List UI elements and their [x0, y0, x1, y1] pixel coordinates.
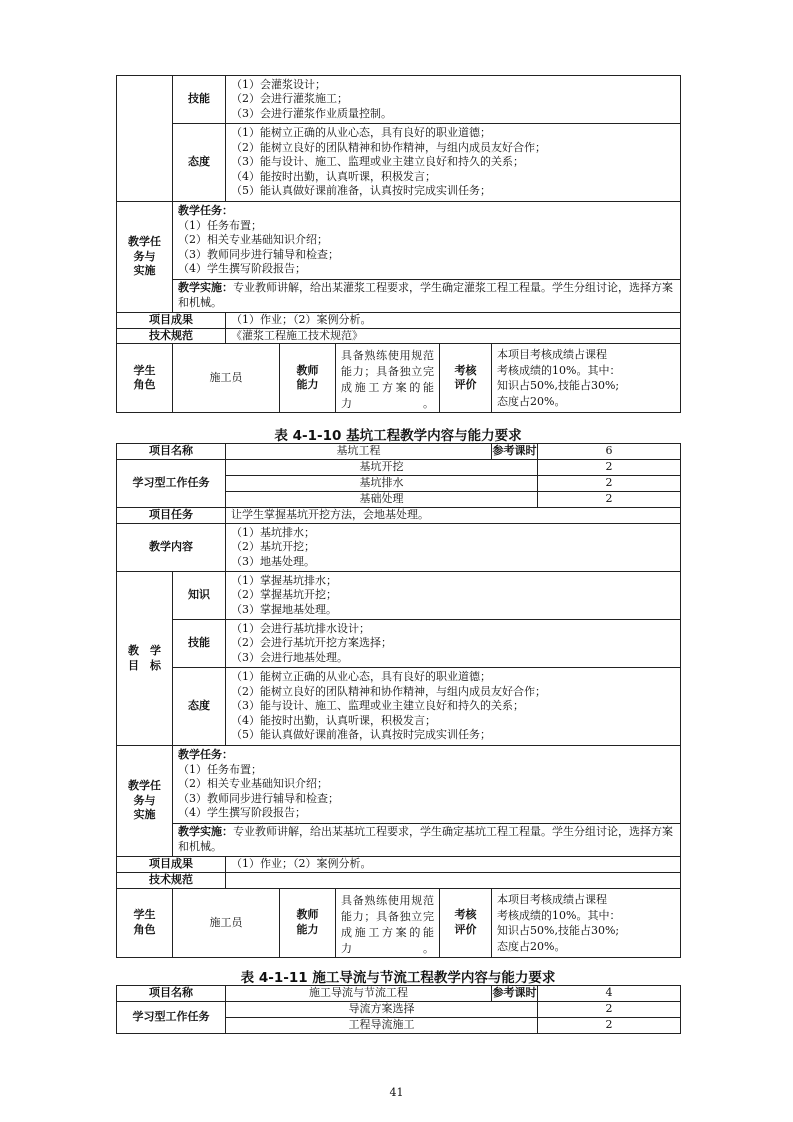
label-line: 学生 — [133, 363, 156, 377]
work-task-name: 工程导流施工 — [226, 1018, 538, 1034]
task-mode-label — [117, 746, 173, 857]
work-task-name: 基础处理 — [226, 492, 538, 508]
table-foundation-pit — [116, 443, 681, 958]
attitude-label: 态度 — [173, 124, 226, 202]
list-item: （1）基坑排水； — [231, 525, 315, 539]
work-task-hours: 2 — [538, 476, 681, 492]
spec-label: 技术规范 — [117, 328, 226, 344]
label-line: 角色 — [133, 378, 156, 392]
label-line: 教师 — [296, 908, 319, 922]
implementation-title: 教学实施： — [178, 825, 233, 839]
list-item: （2）能树立良好的团队精神和协作精神，与组内成员友好合作； — [231, 684, 546, 698]
list-item: 考核成绩的10%。其中： — [497, 363, 621, 377]
result-label: 项目成果 — [117, 313, 226, 329]
label-line: 评价 — [454, 378, 477, 392]
spec-value — [226, 873, 681, 889]
work-task-hours: 2 — [538, 492, 681, 508]
list-item: （4）学生撰写阶段报告； — [178, 262, 306, 276]
list-item: （3）能与设计、施工、监理或业主建立良好和持久的关系； — [231, 155, 524, 169]
hours-label: 参考课时 — [492, 444, 538, 460]
list-item: （1）会进行基坑排水设计； — [231, 621, 370, 635]
label-line: 考核 — [454, 908, 477, 922]
list-item: 本项目考核成绩占课程 — [497, 893, 607, 906]
list-item: （3）会进行灌浆作业质量控制。 — [231, 106, 392, 120]
list-item: （3）教师同步进行辅导和检查； — [178, 247, 339, 261]
list-item: （2）会进行基坑开挖方案选择； — [231, 636, 392, 650]
implementation-text: 专业教师讲解，给出某灌浆工程要求，学生确定灌浆工程工程量。学生分组讨论，选择方案和机械。 — [178, 281, 673, 309]
label-line: 务与 — [133, 249, 156, 263]
teaching-task-title: 教学任务： — [178, 204, 233, 218]
result-value: （1）作业；（2）案例分析。 — [226, 857, 681, 873]
list-item: 态度占20%。 — [497, 939, 566, 953]
assess-value — [492, 889, 681, 958]
label-line: 目 标 — [128, 658, 161, 672]
spec-label: 技术规范 — [117, 873, 226, 889]
label-line: 学生 — [133, 908, 156, 922]
list-item: 知识占50%,技能占30%; — [497, 924, 620, 937]
content-label: 教学内容 — [117, 524, 226, 572]
list-item: 本项目考核成绩占课程 — [497, 348, 607, 362]
assess-value — [492, 344, 681, 413]
list-item: （1）掌握基坑排水； — [231, 573, 337, 587]
attitude-label: 态度 — [173, 668, 226, 746]
table-grouting-continued — [116, 75, 681, 413]
project-name-label: 项目名称 — [117, 444, 226, 460]
teaching-task-title: 教学任务： — [178, 748, 233, 762]
student-role-value: 施工员 — [173, 344, 280, 413]
skill-label: 技能 — [173, 76, 226, 124]
page-number: 41 — [389, 1086, 404, 1099]
skill-list — [226, 76, 681, 124]
work-task-label: 学习型工作任务 — [117, 1002, 226, 1034]
teaching-task-cell — [173, 746, 681, 824]
hours-label: 参考课时 — [492, 986, 538, 1002]
label-line: 教师 — [296, 363, 319, 377]
list-item: （5）能认真做好课前准备，认真按时完成实训任务； — [231, 184, 491, 198]
project-name-value: 基坑工程 — [226, 444, 492, 460]
list-item: （2）相关专业基础知识介绍； — [178, 233, 328, 247]
knowledge-label: 知识 — [173, 572, 226, 620]
work-task-name: 基坑开挖 — [226, 460, 538, 476]
label-line: 务与 — [133, 793, 156, 807]
list-item: 态度占20%。 — [497, 394, 566, 408]
list-item: （1）任务布置； — [178, 218, 262, 232]
content-list — [226, 524, 681, 572]
label-line: 能力 — [296, 378, 319, 392]
teacher-ability-label — [280, 344, 336, 413]
work-task-name: 导流方案选择 — [226, 1002, 538, 1018]
list-item: （2）基坑开挖； — [231, 540, 315, 554]
list-item: （4）能按时出勤，认真听课，积极发言； — [231, 169, 436, 183]
teacher-ability-label — [280, 889, 336, 958]
hours-value: 6 — [538, 444, 681, 460]
table-caption-4-1-11: 表 4-1-11 施工导流与节流工程教学内容与能力要求 — [240, 970, 556, 986]
spec-value: 《灌浆工程施工技术规范》 — [226, 328, 681, 344]
assess-label — [440, 889, 492, 958]
implementation-text: 专业教师讲解，给出某基坑工程要求，学生确定基坑工程工程量。学生分组讨论，选择方案和机械。 — [178, 825, 673, 853]
list-item: （3）教师同步进行辅导和检查； — [178, 791, 339, 805]
work-task-label: 学习型工作任务 — [117, 460, 226, 508]
label-line: 教学任 — [128, 235, 161, 249]
work-task-hours: 2 — [538, 460, 681, 476]
label-line: 能力 — [296, 923, 319, 936]
list-item: （2）相关专业基础知识介绍； — [178, 777, 328, 791]
label-line: 教 学 — [128, 643, 161, 657]
implementation-title: 教学实施： — [178, 281, 233, 295]
student-role-value: 施工员 — [173, 889, 280, 958]
label-line: 评价 — [454, 923, 477, 936]
list-item: 知识占50%,技能占30%; — [497, 379, 620, 393]
teaching-implementation-cell — [173, 824, 681, 857]
list-item: （1）会灌浆设计； — [231, 77, 326, 91]
label-line: 角色 — [133, 923, 156, 936]
work-task-hours: 2 — [538, 1018, 681, 1034]
result-label: 项目成果 — [117, 857, 226, 873]
list-item: （4）能按时出勤，认真听课，积极发言； — [231, 713, 436, 727]
label-line: 实施 — [133, 808, 156, 822]
list-item: （2）掌握基坑开挖； — [231, 588, 337, 602]
project-name-label: 项目名称 — [117, 986, 226, 1002]
result-value: （1）作业；（2）案例分析。 — [226, 313, 681, 329]
list-item: （3）地基处理。 — [231, 554, 315, 568]
goal-label-cell-empty — [117, 76, 173, 202]
label-line: 实施 — [133, 264, 156, 278]
project-task-label: 项目任务 — [117, 508, 226, 524]
list-item: （1）能树立正确的从业心态，具有良好的职业道德； — [231, 126, 491, 140]
knowledge-list — [226, 572, 681, 620]
table-diversion — [116, 985, 681, 1034]
student-role-label — [117, 344, 173, 413]
task-mode-label — [117, 202, 173, 313]
skill-label: 技能 — [173, 620, 226, 668]
work-task-hours: 2 — [538, 1002, 681, 1018]
teaching-task-cell — [173, 202, 681, 280]
list-item: （2）会进行灌浆施工； — [231, 92, 348, 106]
list-item: （3）掌握地基处理。 — [231, 602, 337, 616]
list-item: （1）任务布置； — [178, 762, 262, 776]
label-line: 教学任 — [128, 779, 161, 793]
label-line: 考核 — [454, 363, 477, 377]
student-role-label — [117, 889, 173, 958]
assess-label — [440, 344, 492, 413]
project-task-value: 让学生掌握基坑开挖方法，会地基处理。 — [226, 508, 681, 524]
list-item: （1）能树立正确的从业心态，具有良好的职业道德； — [231, 670, 491, 684]
teacher-ability-value: 具备熟练使用规范能力；具备独立完成施工方案的能力。 — [336, 344, 440, 413]
attitude-list — [226, 124, 681, 202]
attitude-list — [226, 668, 681, 746]
list-item: 考核成绩的10%。其中： — [497, 908, 621, 922]
skill-list — [226, 620, 681, 668]
work-task-name: 基坑排水 — [226, 476, 538, 492]
list-item: （4）学生撰写阶段报告； — [178, 806, 306, 820]
teaching-implementation-cell — [173, 280, 681, 313]
list-item: （3）会进行地基处理。 — [231, 650, 348, 664]
list-item: （3）能与设计、施工、监理或业主建立良好和持久的关系； — [231, 699, 524, 713]
teacher-ability-value: 具备熟练使用规范能力；具备独立完成施工方案的能力。 — [336, 889, 440, 958]
list-item: （5）能认真做好课前准备，认真按时完成实训任务； — [231, 728, 491, 742]
list-item: （2）能树立良好的团队精神和协作精神，与组内成员友好合作； — [231, 140, 546, 154]
hours-value: 4 — [538, 986, 681, 1002]
table-caption-4-1-10: 表 4-1-10 基坑工程教学内容与能力要求 — [274, 428, 522, 444]
project-name-value: 施工导流与节流工程 — [226, 986, 492, 1002]
goal-label — [117, 572, 173, 746]
